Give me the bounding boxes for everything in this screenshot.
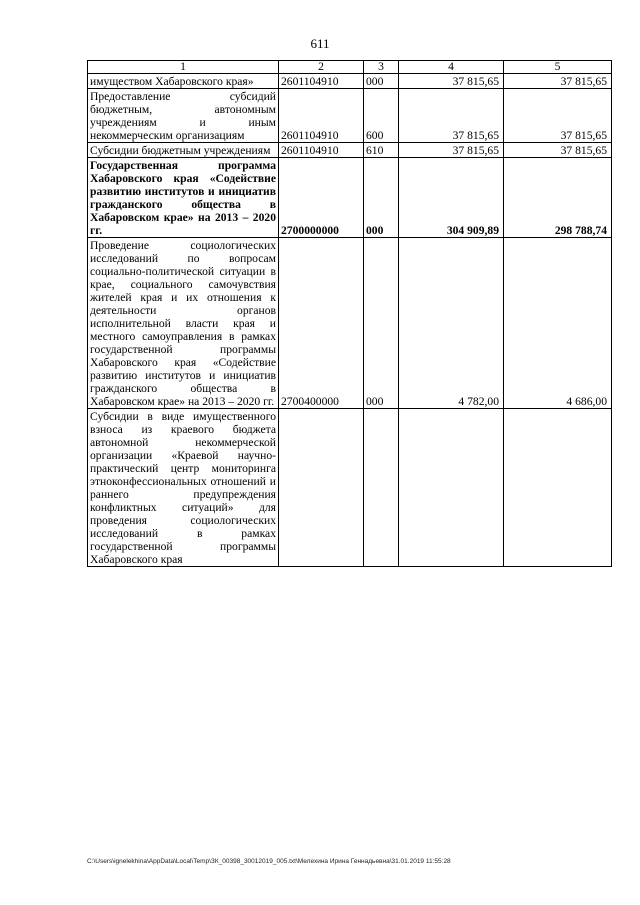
row-code: 2601104910: [279, 143, 364, 158]
row-name-cell: [88, 409, 279, 567]
row-type: 000: [364, 158, 399, 238]
header-row: [88, 61, 612, 74]
row-name: имуществом Хабаровского края»: [90, 75, 254, 88]
table-row: [88, 158, 612, 238]
row-name: Предоставление субсидий бюджетным, автономным учреждениям и иным некоммерческим организациям: [90, 90, 276, 142]
row-type: 000: [364, 238, 399, 409]
page-number: 611: [310, 36, 330, 51]
row-code: 2700000000: [279, 158, 364, 238]
row-name: Субсидии бюджетным учреждениям: [90, 144, 271, 157]
table-row: [88, 409, 612, 567]
table-row: [88, 74, 612, 89]
file-path-footer: C:\Users\ignelekhina\AppData\Local\Temp\ЗК_00398_30012019_005.txt\Мелехина Ирина Геннадьевна\31.01.2019 11:55:28: [87, 858, 451, 865]
row-value-1: 304 909,89: [399, 158, 504, 238]
row-value-2: 4 686,00: [504, 238, 612, 409]
row-value-1: 37 815,65: [399, 89, 504, 143]
row-name-cell: [88, 74, 279, 89]
column-header-1: 1: [88, 61, 279, 74]
column-header-4: 4: [399, 61, 504, 74]
row-name-cell: [88, 89, 279, 143]
row-value-1: 37 815,65: [399, 74, 504, 89]
row-name-cell: [88, 158, 279, 238]
row-type: 600: [364, 89, 399, 143]
row-name-cell: [88, 143, 279, 158]
row-value-2: 37 815,65: [504, 143, 612, 158]
row-code: [279, 409, 364, 567]
table-row: [88, 238, 612, 409]
row-name: Субсидии в виде имущественного взноса из краевого бюджета автономной некоммерческой организации «Краевой научно-практический центр мониторинга этноконфессиональных отношений и раннего предупреждения конфликтных ситуаций» для проведения социологических исследований в рамках государственной программы Хабаровского края: [90, 410, 276, 566]
row-value-1: 37 815,65: [399, 143, 504, 158]
row-value-1: 4 782,00: [399, 238, 504, 409]
row-code: 2700400000: [279, 238, 364, 409]
row-name: Государственная программа Хабаровского края «Содействие развитию институтов и инициатив гражданского общества в Хабаровском крае» на 2013 – 2020 гг.: [90, 159, 276, 237]
row-value-2: 298 788,74: [504, 158, 612, 238]
column-header-3: 3: [364, 61, 399, 74]
row-type: 610: [364, 143, 399, 158]
column-header-2: 2: [279, 61, 364, 74]
budget-table: [87, 60, 612, 567]
row-code: 2601104910: [279, 89, 364, 143]
row-value-1: [399, 409, 504, 567]
table-row: [88, 143, 612, 158]
row-name-cell: [88, 238, 279, 409]
row-type: [364, 409, 399, 567]
row-name: Проведение социологических исследований по вопросам социально-политической ситуации в крае, социального самочувствия жителей края и их отношения к деятельности органов исполнительной власти края и местного самоуправления в рамках государственной программы Хабаровского края «Содействие развитию институтов и инициатив гражданского общества в Хабаровском крае» на 2013 – 2020 гг.: [90, 239, 276, 408]
column-header-5: 5: [504, 61, 612, 74]
row-type: 000: [364, 74, 399, 89]
row-code: 2601104910: [279, 74, 364, 89]
row-value-2: 37 815,65: [504, 74, 612, 89]
row-value-2: 37 815,65: [504, 89, 612, 143]
table-row: [88, 89, 612, 143]
row-value-2: [504, 409, 612, 567]
